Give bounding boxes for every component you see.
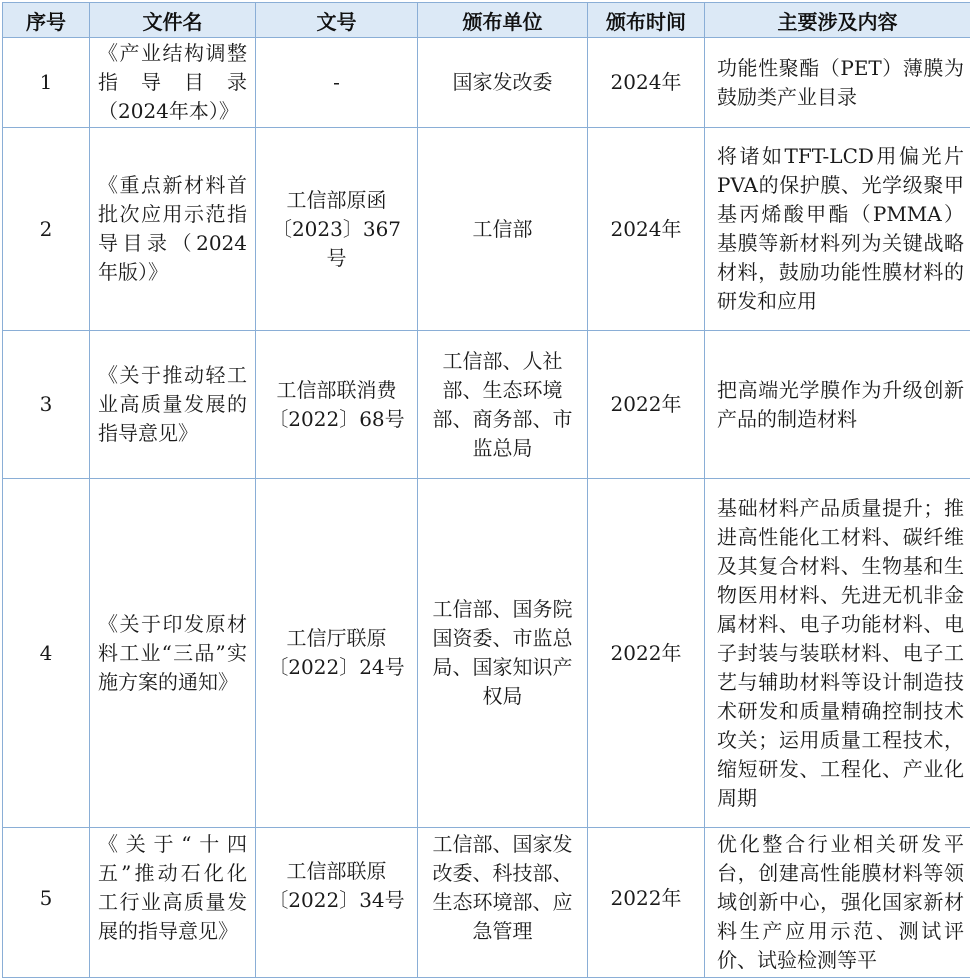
cell-text: 《关于“十四五”推动石化化工行业高质量发展的指导意见》 [98, 832, 247, 943]
cell-file-name [90, 828, 256, 978]
cell-doc-number [256, 479, 418, 828]
cell-doc-number [256, 331, 418, 479]
cell-text: 工信部、国务院国资委、市监总局、国家知识产权局 [432, 597, 573, 708]
cell-text: 工信部、人社部、生态环境部、商务部、市监总局 [432, 348, 573, 460]
cell-text: 工信部原函〔2023〕367号 [271, 187, 402, 270]
cell-text: 2 [39, 216, 53, 241]
cell-text: 基础材料产品质量提升；推进高性能化工材料、碳纤维及其复合材料、生物基和生物医用材料、先进无机非金属材料、电子功能材料、电子封装与装联材料、电子工艺与辅助材料等设计制造技术研发和质量精确控制技术攻关；运用质量工程技术，缩短研发、工程化、产业化周期 [717, 495, 964, 810]
cell-index [3, 38, 90, 128]
header-doc-number: 文号 [256, 3, 418, 38]
cell-text: 《关于推动轻工业高质量发展的指导意见》 [98, 363, 247, 445]
cell-doc-number [256, 828, 418, 978]
cell-file-name [90, 38, 256, 128]
cell-main-content [705, 128, 971, 331]
cell-index [3, 479, 90, 828]
header-issue-date: 颁布时间 [588, 3, 705, 38]
cell-text: 4 [39, 640, 53, 665]
cell-text: 工信部联消费〔2022〕68号 [268, 377, 405, 431]
header-main-content: 主要涉及内容 [705, 3, 971, 38]
cell-text: 工信部 [472, 216, 533, 241]
table-row [3, 331, 971, 479]
cell-text: 3 [39, 392, 53, 416]
cell-text: 2022年 [610, 640, 682, 665]
cell-main-content [705, 828, 971, 978]
cell-text: 把高端光学膜作为升级创新产品的制造材料 [717, 377, 964, 431]
table-row [3, 128, 971, 331]
cell-text: 《产业结构调整指导目录（2024年本）》 [98, 41, 247, 123]
cell-issue-date [588, 38, 705, 128]
policy-table-container [2, 2, 970, 978]
cell-text: 1 [39, 70, 53, 94]
table-row [3, 828, 971, 978]
header-issuer: 颁布单位 [418, 3, 588, 38]
cell-main-content [705, 479, 971, 828]
cell-issuer [418, 128, 588, 331]
cell-issuer [418, 331, 588, 479]
cell-issue-date [588, 128, 705, 331]
cell-issue-date [588, 828, 705, 978]
cell-index [3, 828, 90, 978]
cell-text: - [333, 70, 340, 94]
cell-index [3, 128, 90, 331]
cell-text: 2024年 [610, 70, 682, 94]
cell-file-name [90, 128, 256, 331]
cell-issuer [418, 828, 588, 978]
policy-table [2, 2, 970, 978]
cell-text: 《重点新材料首批次应用示范指导目录（2024年版）》 [98, 173, 247, 284]
cell-text: 将诸如TFT-LCD用偏光片PVA的保护膜、光学级聚甲基丙烯酸甲酯（PMMA）基膜等新材料列为关键战略材料，鼓励功能性膜材料的研发和应用 [717, 144, 964, 313]
cell-text: 国家发改委 [452, 70, 553, 94]
cell-issuer [418, 38, 588, 128]
table-row [3, 479, 971, 828]
header-index: 序号 [3, 3, 90, 38]
cell-text: 2022年 [610, 392, 682, 416]
cell-issue-date [588, 479, 705, 828]
cell-text: 功能性聚酯（PET）薄膜为鼓励类产业目录 [717, 55, 964, 109]
cell-issue-date [588, 331, 705, 479]
cell-index [3, 331, 90, 479]
cell-text: 优化整合行业相关研发平台，创建高性能膜材料等领域创新中心，强化国家新材料生产应用示范、测试评价、试验检测等平 [717, 832, 964, 972]
cell-file-name [90, 479, 256, 828]
cell-main-content [705, 38, 971, 128]
cell-doc-number [256, 38, 418, 128]
cell-text: 5 [39, 886, 53, 910]
cell-file-name [90, 331, 256, 479]
cell-issuer [418, 479, 588, 828]
cell-text: 工信部、国家发改委、科技部、生态环境部、应急管理 [432, 832, 573, 943]
table-row [3, 38, 971, 128]
cell-doc-number [256, 128, 418, 331]
cell-main-content [705, 331, 971, 479]
table-header-row [3, 3, 971, 38]
cell-text: 工信厅联原〔2022〕24号 [268, 626, 405, 679]
cell-text: 工信部联原〔2022〕34号 [268, 859, 405, 912]
cell-text: 《关于印发原材料工业“三品”实施方案的通知》 [98, 611, 247, 694]
cell-text: 2024年 [610, 216, 682, 241]
header-file-name: 文件名 [90, 3, 256, 38]
cell-text: 2022年 [610, 886, 682, 910]
